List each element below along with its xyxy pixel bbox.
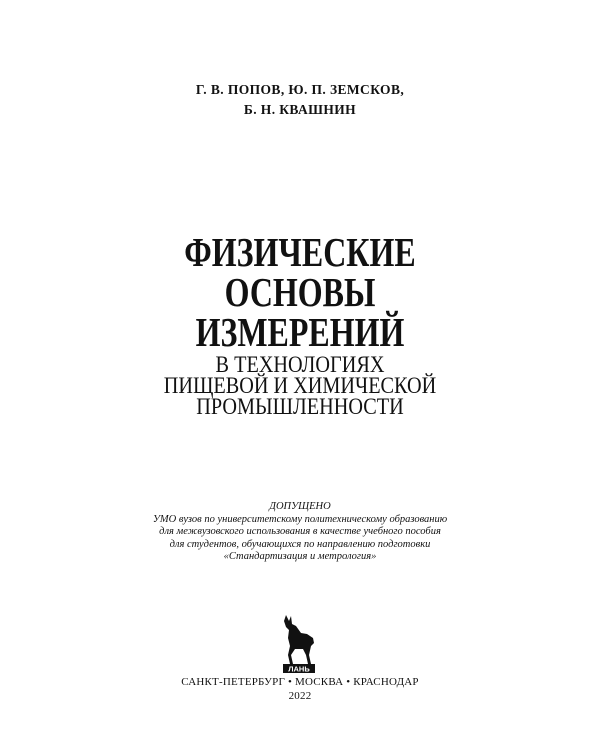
publication-year: 2022 (288, 690, 312, 702)
subtitle-line-1: В ТЕХНОЛОГИЯХ (215, 352, 385, 377)
publisher-cities: САНКТ-ПЕТЕРБУРГ • МОСКВА • КРАСНОДАР (181, 676, 419, 688)
title-line-1: ФИЗИЧЕСКИЕ (184, 229, 416, 275)
approval-note (0, 501, 600, 564)
title-line-3: ИЗМЕРЕНИЙ (195, 309, 405, 355)
publisher-imprint (0, 675, 600, 703)
subtitle-line-3: ПРОМЫШЛЕННОСТИ (196, 394, 404, 419)
logo-text: ЛАНЬ (288, 664, 310, 674)
approval-line-4: «Стандартизация и метрология» (223, 551, 377, 562)
subtitle-line-2: ПИЩЕВОЙ И ХИМИЧЕСКОЙ (163, 373, 437, 398)
approval-line-2: для межвузовского использования в качестве учебного пособия (159, 526, 441, 537)
approval-heading: ДОПУЩЕНО (269, 501, 331, 512)
authors-line-2: Б. Н. КВАШНИН (243, 102, 357, 117)
book-subtitle (36, 354, 564, 417)
book-title (66, 229, 534, 355)
authors (0, 80, 600, 120)
approval-line-1: УМО вузов по университетскому политехническому образованию (152, 513, 448, 525)
doe-publisher-logo-icon (277, 612, 317, 674)
authors-line-1: Г. В. ПОПОВ, Ю. П. ЗЕМСКОВ, (195, 82, 405, 97)
title-line-2: ОСНОВЫ (224, 269, 376, 315)
approval-line-3: для студентов, обучающихся по направлению подготовки (169, 538, 431, 550)
